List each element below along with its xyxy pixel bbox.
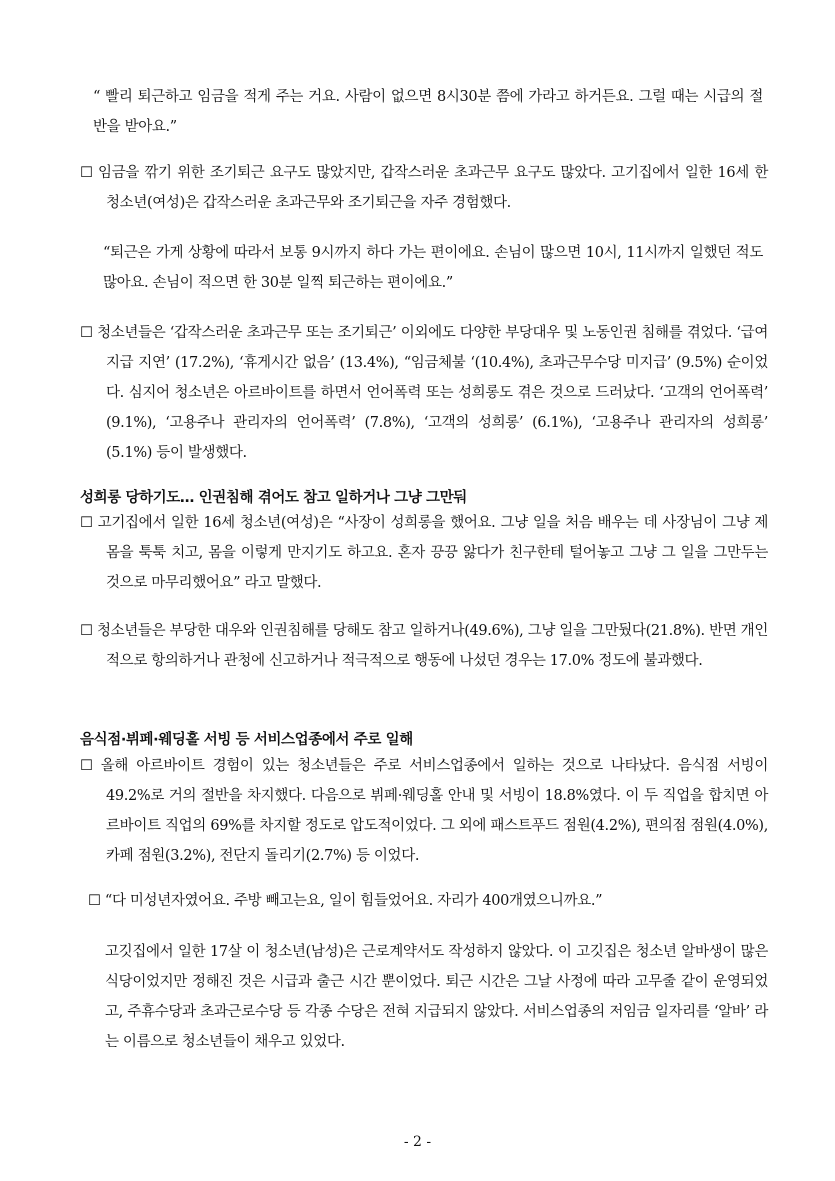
bullet-paragraph: ☐ 청소년들은 ‘갑작스러운 초과근무 또는 조기퇴근’ 이외에도 다양한 부당대우 및 노동인권 침해를 겪었다. ‘급여지급 지연’ (17.2%), ‘휴게시간 없음’ (13.4%), “임금체불 ‘(10.4%), 초과근무수당 미지급’ (9.5%) 순이었다. 심지어 청소년은 아르바이트를 하면서 언어폭력 또는 성희롱도 겪은 것으로 드러났다. ‘고객의 언어폭력’ (9.1%), ‘고용주나 관리자의 언어폭력’ (7.8%), ‘고객의 성희롱’ (6.1%), ‘고용주나 관리자의 성희롱’ (5.1%) 등이 발생했다. (80, 325, 768, 461)
interview-quote: ☐ “다 미성년자였어요. 주방 빼고는요, 일이 힘들었어요. 자리가 400개였으니까요.” (88, 893, 603, 909)
section-heading: 성희롱 당하기도… 인권침해 겪어도 참고 일하거나 그냥 그만둬 (80, 490, 467, 506)
body-paragraph: 고깃집에서 일한 17살 이 청소년(남성)은 근로계약서도 작성하지 않았다. 이 고깃집은 청소년 알바생이 많은 식당이었지만 정해진 것은 시급과 출근 시간 뿐이었다. 퇴근 시간은 그날 사정에 따라 고무줄 같이 운영되었고, 주휴수당과 초과근로수당 등 각종 수당은 전혀 지급되지 않았다. 서비스업종의 저임금 일자리를 ‘알바’ 라는 이름으로 청소년들이 채우고 있었다. (105, 944, 768, 1050)
interview-quote: “퇴근은 가게 상황에 따라서 보통 9시까지 하다 가는 편이에요. 손님이 많으면 10시, 11시까지 일했던 적도 많아요. 손님이 적으면 한 30분 일찍 퇴근하는 편이에요.” (103, 245, 763, 291)
bullet-paragraph: ☐ 고기집에서 일한 16세 청소년(여성)은 “사장이 성희롱을 했어요. 그냥 일을 처음 배우는 데 사장님이 그냥 제 몸을 툭툭 치고, 몸을 이렇게 만지기도 하고요. 혼자 끙끙 앓다가 친구한테 털어놓고 그냥 그 일을 그만두는 것으로 마무리했어요” 라고 말했다. (80, 515, 768, 591)
interview-quote: “ 빨리 퇴근하고 임금을 적게 주는 거요. 사람이 없으면 8시30분 쯤에 가라고 하거든요. 그럴 때는 시급의 절반을 받아요.” (93, 89, 763, 135)
bullet-paragraph: ☐ 청소년들은 부당한 대우와 인권침해를 당해도 참고 일하거나(49.6%), 그냥 일을 그만뒀다(21.8%). 반면 개인적으로 항의하거나 관청에 신고하거나 적극적으로 행동에 나섰던 경우는 17.0% 정도에 불과했다. (80, 623, 768, 669)
bullet-paragraph: ☐ 임금을 깎기 위한 조기퇴근 요구도 많았지만, 갑작스러운 초과근무 요구도 많았다. 고기집에서 일한 16세 한 청소년(여성)은 갑작스러운 초과근무와 조기퇴근을 자주 경험했다. (80, 165, 768, 211)
section-heading: 음식점·뷔페·웨딩홀 서빙 등 서비스업종에서 주로 일해 (80, 732, 413, 748)
page-number: - 2 - (403, 1134, 432, 1150)
bullet-paragraph: ☐ 올해 아르바이트 경험이 있는 청소년들은 주로 서비스업종에서 일하는 것으로 나타났다. 음식점 서빙이 49.2%로 거의 절반을 차지했다. 다음으로 뷔페·웨딩홀 안내 및 서빙이 18.8%였다. 이 두 직업을 합치면 아르바이트 직업의 69%를 차지할 정도로 압도적이었다. 그 외에 패스트푸드 점원(4.2%), 편의점 점원(4.0%), 카페 점원(3.2%), 전단지 돌리기(2.7%) 등 이었다. (80, 758, 768, 864)
